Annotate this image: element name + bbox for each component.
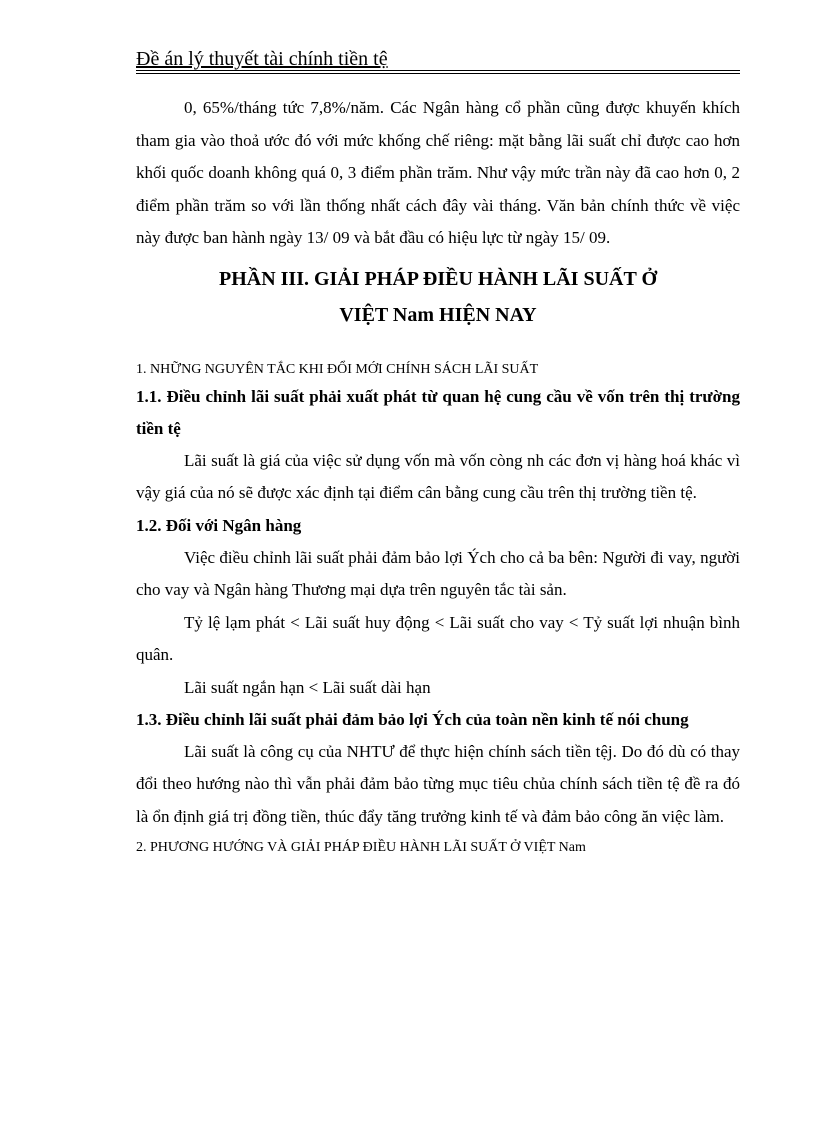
section2-title: 2. PHƯƠNG HƯỚNG VÀ GIẢI PHÁP ĐIỀU HÀNH LÃI SUẤT Ở VIỆT Nam — [136, 840, 586, 855]
document-body — [136, 92, 740, 859]
header-title: Đề án lý thuyết tài chính tiền tệ — [136, 48, 388, 70]
section1-2-text3: Lãi suất ngắn hạn < Lãi suất dài hạn — [184, 677, 431, 697]
part-title-line2: VIỆT Nam HIỆN NAY — [339, 303, 537, 326]
section1-1-title: 1.1. Điều chỉnh lãi suất phải xuất phát từ quan hệ cung cầu về vốn trên thị trường tiền tệ — [136, 386, 740, 438]
part-title — [136, 261, 740, 333]
section1-3-text: Lãi suất là công cụ của NHTƯ để thực hiện chính sách tiền tệj. Do đó dù có thay đổi theo hướng nào thì vẫn phải đảm bảo từng mục tiêu chủa chính sách tiền tệ đề ra đó là ổn định giá trị đồng tiền, thúc đẩy tăng trưởng kinh tế và đảm bảo công ăn việc làm. — [136, 741, 740, 826]
section1-title: 1. NHỮNG NGUYÊN TẮC KHI ĐỔI MỚI CHÍNH SÁCH LÃI SUẤT — [136, 361, 539, 377]
section1-2-text1: Việc điều chỉnh lãi suất phải đảm bảo lợi Ých cho cả ba bên: Người đi vay, người cho vay và Ngân hàng Thương mại dựa trên nguyên tắc tài sản. — [136, 547, 740, 599]
page-header — [136, 46, 740, 72]
section1-2-text2: Tỷ lệ lạm phát < Lãi suất huy động < Lãi suất cho vay < Tỷ suất lợi nhuận bình quân. — [136, 612, 740, 664]
spacer — [136, 333, 740, 359]
section1-2-title: 1.2. Đối với Ngân hàng — [136, 515, 302, 535]
part-title-line1: PHẦN III. GIẢI PHÁP ĐIỀU HÀNH LÃI SUẤT Ở — [218, 267, 658, 290]
header-rule-top — [136, 70, 740, 71]
section1-1-text: Lãi suất là giá của việc sử dụng vốn mà vốn còng nh các đơn vị hàng hoá khác vì vậy giá của nó sẽ được xác định tại điểm cân bằng cung cầu trên thị trường tiền tệ. — [136, 450, 740, 502]
header-rule-bottom — [136, 73, 740, 74]
intro-paragraph: 0, 65%/tháng tức 7,8%/năm. Các Ngân hàng cổ phần cũng được khuyến khích tham gia vào thoả ước đó với mức khống chế riêng: mặt bằng lãi suất chỉ được cao hơn khối quốc doanh không quá 0, 3 điểm phần trăm. Như vậy mức trần này đã cao hơn 0, 2 điểm phần trăm so với lần thống nhất cách đây vài tháng. Văn bản chính thức về việc này được ban hành ngày 13/ 09 và bắt đầu có hiệu lực từ ngày 15/ 09. — [136, 98, 740, 247]
section1-3-title: 1.3. Điều chỉnh lãi suất phải đảm bảo lợi Ých của toàn nền kinh tế nói chung — [136, 709, 689, 729]
